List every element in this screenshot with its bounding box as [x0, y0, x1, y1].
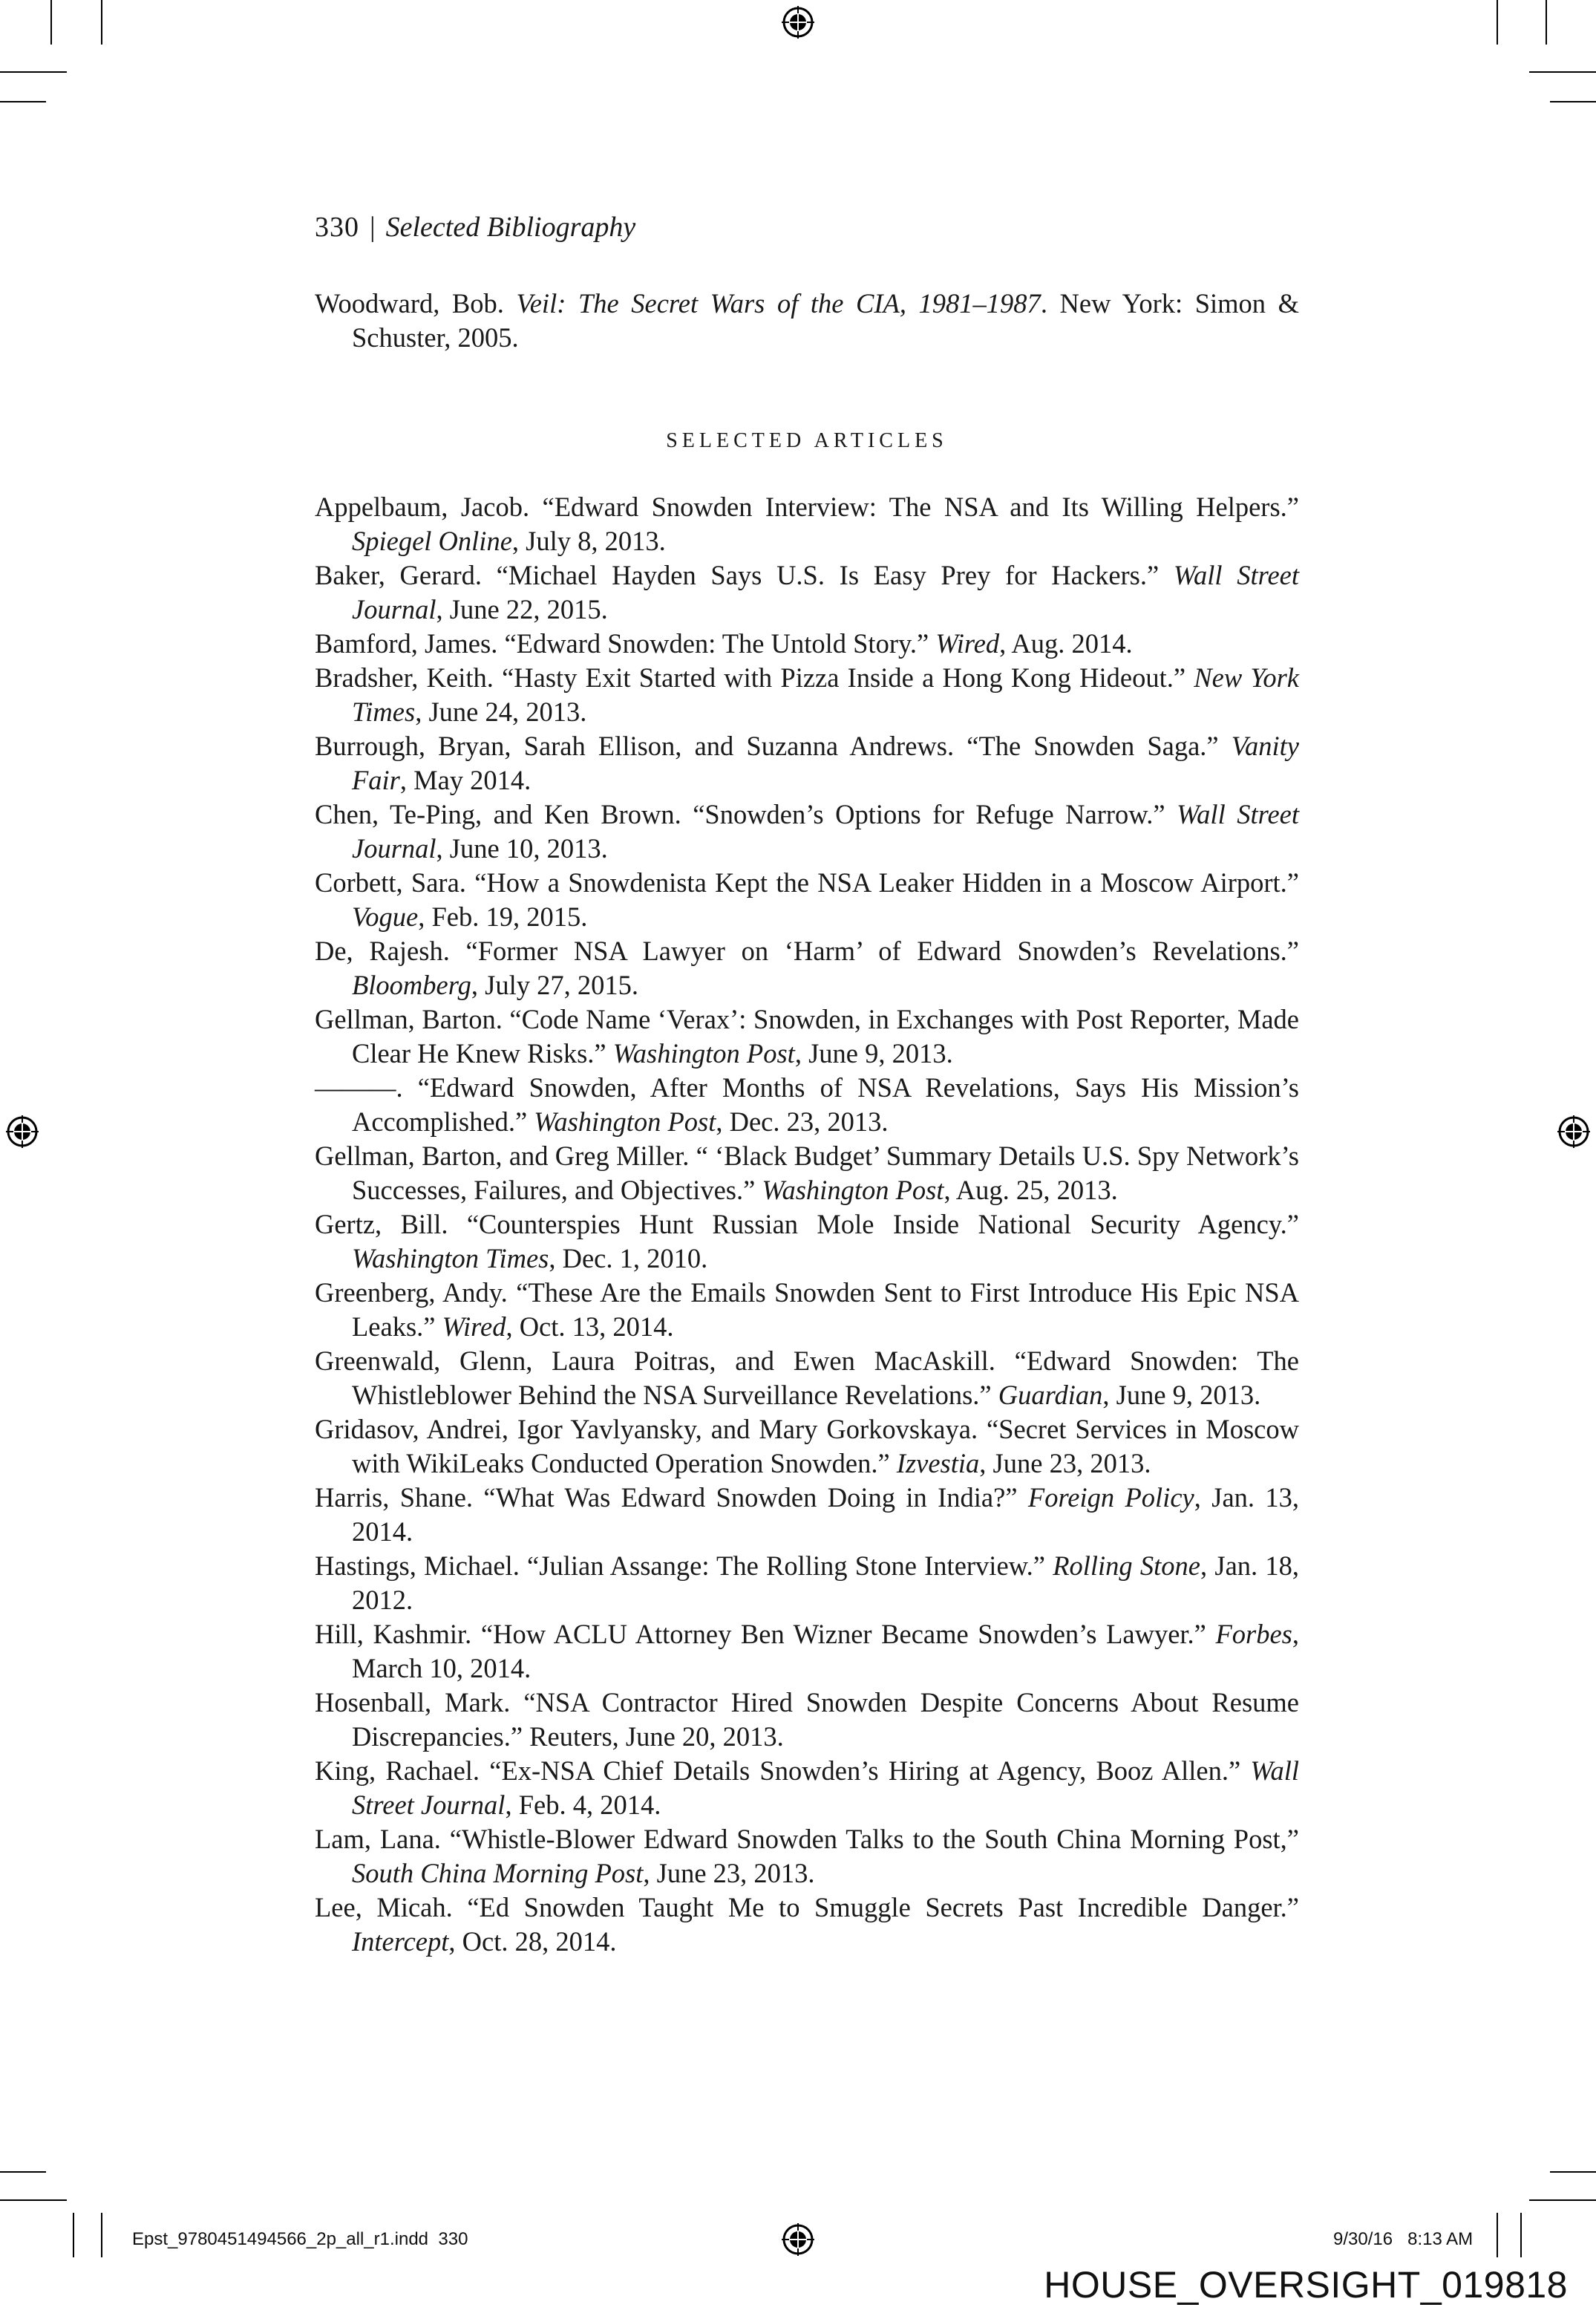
crop-mark: [1546, 0, 1547, 45]
section-heading: SELECTED ARTICLES: [666, 429, 948, 452]
article-entry: Bradsher, Keith. “Hasty Exit Started with Pizza Inside a Hong Kong Hideout.” New York Times, June 24, 2013.: [315, 662, 1299, 727]
book-bibliography: [315, 287, 1299, 355]
article-entry: ———. “Edward Snowden, After Months of NSA Revelations, Says His Mission’s Accomplished.” Washington Post, Dec. 23, 2013.: [315, 1072, 1299, 1137]
slug-filename: Epst_9780451494566_2p_all_r1.indd: [132, 2229, 429, 2249]
crop-mark: [0, 71, 67, 73]
crop-mark: [1497, 0, 1498, 45]
article-entry: Gertz, Bill. “Counterspies Hunt Russian Mole Inside National Security Agency.” Washington Times, Dec. 1, 2010.: [315, 1209, 1299, 1273]
bates-watermark: HOUSE_OVERSIGHT_019818: [1044, 2264, 1568, 2306]
article-entry: Greenberg, Andy. “These Are the Emails Snowden Sent to First Introduce His Epic NSA Leaks.” Wired, Oct. 13, 2014.: [315, 1277, 1299, 1342]
slug-file: [132, 2229, 468, 2250]
article-entry: Gridasov, Andrei, Igor Yavlyansky, and Mary Gorkovskaya. “Secret Services in Moscow with WikiLeaks Conducted Operation Snowden.” Izvestia, June 23, 2013.: [315, 1414, 1299, 1478]
registration-mark-icon: [782, 6, 814, 39]
crop-mark: [1529, 2199, 1596, 2201]
article-entry: Lam, Lana. “Whistle-Blower Edward Snowden Talks to the South China Morning Post,” South China Morning Post, June 23, 2013.: [315, 1824, 1299, 1888]
entry-publication: . New York: Simon & Schuster, 2005.: [352, 288, 1299, 353]
crop-mark: [0, 2171, 46, 2173]
slug-time: 8:13 AM: [1407, 2229, 1474, 2249]
article-entry: Chen, Te-Ping, and Ken Brown. “Snowden’s Options for Refuge Narrow.” Wall Street Journal, June 10, 2013.: [315, 799, 1299, 864]
article-entry: Appelbaum, Jacob. “Edward Snowden Interview: The NSA and Its Willing Helpers.” Spiegel Online, July 8, 2013.: [315, 492, 1299, 556]
article-entry: Baker, Gerard. “Michael Hayden Says U.S. Is Easy Prey for Hackers.” Wall Street Journal, June 22, 2015.: [315, 560, 1300, 624]
crop-mark: [0, 2199, 67, 2201]
crop-mark: [1529, 71, 1596, 73]
crop-mark: [73, 2213, 74, 2257]
article-entry: Gellman, Barton. “Code Name ‘Verax’: Snowden, in Exchanges with Post Reporter, Made Clear He Knew Risks.” Washington Post, June 9, 2013.: [315, 1004, 1299, 1069]
registration-mark-icon: [782, 2223, 814, 2256]
article-entry: Harris, Shane. “What Was Edward Snowden Doing in India?” Foreign Policy, Jan. 13, 2014.: [315, 1482, 1300, 1547]
article-entry: King, Rachael. “Ex-NSA Chief Details Snowden’s Hiring at Agency, Booz Allen.” Wall Street Journal, Feb. 4, 2014.: [315, 1755, 1299, 1820]
slug-page: 330: [438, 2229, 468, 2249]
entry-title: Veil: The Secret Wars of the CIA, 1981–1987: [516, 288, 1041, 319]
article-entry: Greenwald, Glenn, Laura Poitras, and Ewen MacAskill. “Edward Snowden: The Whistleblower Behind the NSA Surveillance Revelations.” Guardian, June 9, 2013.: [315, 1345, 1299, 1410]
article-entry: Hastings, Michael. “Julian Assange: The Rolling Stone Interview.” Rolling Stone, Jan. 18, 2012.: [315, 1550, 1299, 1615]
registration-mark-icon: [6, 1115, 39, 1148]
crop-mark: [1520, 2213, 1522, 2257]
article-entry: De, Rajesh. “Former NSA Lawyer on ‘Harm’ of Edward Snowden’s Revelations.” Bloomberg, July 27, 2015.: [315, 936, 1299, 1000]
entry-author: Woodward, Bob.: [315, 288, 517, 319]
article-entry: Gellman, Barton, and Greg Miller. “ ‘Black Budget’ Summary Details U.S. Spy Network’s Successes, Failures, and Objectives.” Washington Post, Aug. 25, 2013.: [315, 1141, 1299, 1205]
article-entry: Hosenball, Mark. “NSA Contractor Hired Snowden Despite Concerns About Resume Discrepancies.” Reuters, June 20, 2013.: [315, 1687, 1299, 1752]
crop-mark: [101, 2213, 102, 2257]
articles-list: [315, 490, 1299, 1959]
article-entry: Bamford, James. “Edward Snowden: The Untold Story.” Wired, Aug. 2014.: [315, 628, 1133, 659]
article-entry: Corbett, Sara. “How a Snowdenista Kept the NSA Leaker Hidden in a Moscow Airport.” Vogue, Feb. 19, 2015.: [315, 867, 1299, 932]
crop-mark: [0, 101, 46, 102]
crop-mark: [1550, 2171, 1596, 2173]
bibliography-entry: [315, 287, 1299, 355]
running-head-title: Selected Bibliography: [385, 212, 636, 243]
crop-mark: [50, 0, 52, 45]
crop-mark: [1550, 101, 1596, 102]
running-head: [315, 211, 635, 244]
crop-mark: [1497, 2213, 1498, 2257]
article-entry: Lee, Micah. “Ed Snowden Taught Me to Smuggle Secrets Past Incredible Danger.” Intercept, Oct. 28, 2014.: [315, 1892, 1299, 1957]
article-entry: Burrough, Bryan, Sarah Ellison, and Suzanna Andrews. “The Snowden Saga.” Vanity Fair, May 2014.: [315, 731, 1299, 795]
article-entry: Hill, Kashmir. “How ACLU Attorney Ben Wizner Became Snowden’s Lawyer.” Forbes, March 10, 2014.: [315, 1619, 1299, 1683]
slug-datetime: [1333, 2229, 1473, 2250]
registration-mark-icon: [1557, 1115, 1590, 1148]
running-head-separator: |: [370, 212, 376, 243]
page-number: 330: [315, 212, 359, 243]
crop-mark: [101, 0, 102, 45]
slug-date: 9/30/16: [1333, 2229, 1393, 2249]
